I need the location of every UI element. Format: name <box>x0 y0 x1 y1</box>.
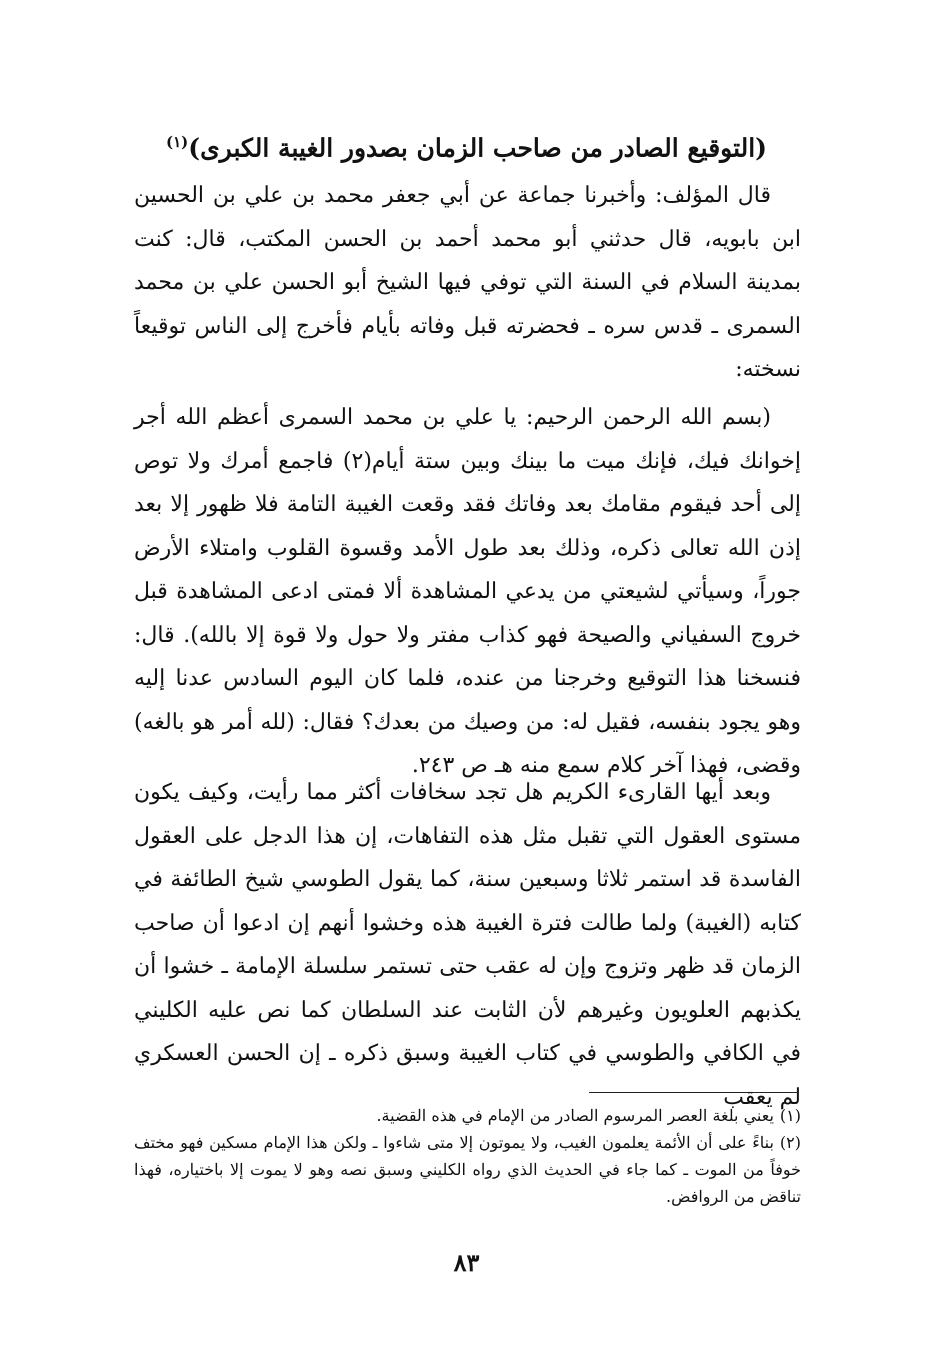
footnote-item <box>134 1129 801 1210</box>
footnote-number: (١) <box>779 1106 801 1125</box>
footnote-item <box>134 1102 801 1129</box>
paragraph-text: قال المؤلف: وأخبرنا جماعة عن أبي جعفر محمد بن علي بن الحسين ابن بابويه، قال حدثني أبو محمد أحمد بن الحسن المكتب، قال: كنت بمدينة السلام في السنة التي توفي فيها الشيخ أبو الحسن علي بن محمد السمرى ـ قدس سره ـ فحضرته قبل وفاته بأيام فأخرج إلى الناس توقيعاً نسخته: <box>134 183 801 382</box>
footnote-number: (٢) <box>779 1133 801 1152</box>
paragraph-text: وبعد أيها القارىء الكريم هل تجد سخافات أكثر مما رأيت، وكيف يكون مستوى العقول التي تقبل مثل هذه التفاهات، إن هذا الدجل على العقول الفاسدة قد استمر ثلاثا وسبعين سنة، كما يقول الطوسي شيخ الطائفة في كتابه (الغيبة) ولما طالت فترة الغيبة هذه وخشوا أنهم إن ادعوا أن صاحب الزمان قد ظهر وتزوج وإن له عقب حتى تستمر سلسلة الإمامة ـ خشوا أن يكذبهم العلويون وغيرهم لأن الثابت عند السلطان كما نص عليه الكليني في الكافي والطوسي في كتاب الغيبة وسبق ذكره ـ إن الحسن العسكري لم يعقب <box>134 780 801 1110</box>
heading-footnote-ref: (١) <box>165 133 189 151</box>
footnotes <box>134 1102 801 1210</box>
section-heading <box>140 122 793 168</box>
paragraph-commentary <box>134 771 801 1119</box>
footnote-text: بناءً على أن الأئمة يعلمون الغيب، ولا يموتون إلا متى شاءوا ـ ولكن هذا الإمام مسكين فهو مختف خوفاً من الموت ـ كما جاء في الحديث الذي رواه الكليني وسبق نصه وهو لا يموت إلا باختياره، فهذا تناقض من الروافض. <box>134 1133 802 1206</box>
paragraph-text: (بسم الله الرحمن الرحيم: يا علي بن محمد السمرى أعظم الله أجر إخوانك فيك، فإنك ميت ما بينك وبين ستة أيام(٢) فاجمع أمرك ولا توص إلى أحد فيقوم مقامك بعد وفاتك فقد وقعت الغيبة التامة فلا ظهور إلا بعد إذن الله تعالى ذكره، وذلك بعد طول الأمد وقسوة القلوب وامتلاء الأرض جوراً، وسيأتي لشيعتي من يدعي المشاهدة ألا فمتى ادعى المشاهدة قبل خروج السفياني والصيحة فهو كذاب مفتر ولا حول ولا قوة إلا بالله). قال: فنسخنا هذا التوقيع وخرجنا من عنده، فلما كان اليوم السادس عدنا إليه وهو يجود بنفسه، فقيل له: من وصيك من بعدك؟ فقال: (لله أمر هو بالغه) وقضى، فهذا آخر كلام سمع منه هـ ص ٢٤٣. <box>134 405 801 778</box>
paragraph-narration <box>134 174 801 392</box>
page-number: ٨٣ <box>453 1248 480 1277</box>
footnote-text: يعني بلغة العصر المرسوم الصادر من الإمام في هذه القضية. <box>376 1106 774 1125</box>
heading-text: (التوقيع الصادر من صاحب الزمان بصدور الغيبة الكبرى) <box>188 133 768 163</box>
paragraph-decree <box>134 396 801 788</box>
footnote-divider <box>589 1092 799 1093</box>
